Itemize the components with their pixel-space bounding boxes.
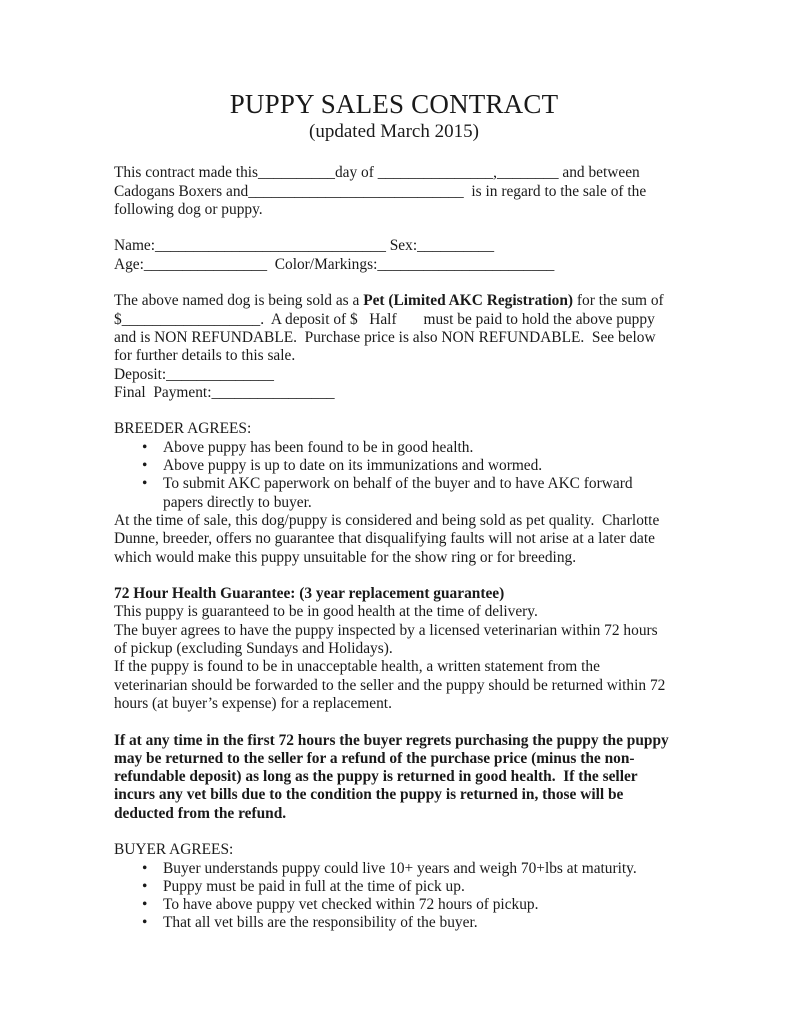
breeder-agrees-heading: BREEDER AGREES: xyxy=(114,420,252,438)
health-guarantee-line-2: The buyer agrees to have the puppy inspected by a licensed veterinarian within 72 hours of pickup (excluding Sundays and Holidays). xyxy=(114,621,662,658)
spacer xyxy=(114,823,674,841)
list-item xyxy=(114,475,674,512)
dog-name-field-line: Name:______________________________ Sex:__________ xyxy=(114,237,495,255)
spacer xyxy=(114,219,674,237)
list-item-label: To have above puppy vet checked within 72 hours of pickup. xyxy=(163,896,539,914)
spacer xyxy=(114,402,674,420)
return-policy-paragraph: If at any time in the first 72 hours the buyer regrets purchasing the puppy the puppy may be returned to the seller for a refund of the purchase price (minus the non-refundable deposit) as long as the puppy is returned in good health. If the seller incurs any vet bills due to the condition the puppy is returned in, those will be deducted from the refund. xyxy=(114,731,673,822)
buyer-agrees-heading: BUYER AGREES: xyxy=(114,841,234,859)
list-item-label: That all vet bills are the responsibility of the buyer. xyxy=(163,914,478,932)
list-item xyxy=(114,878,674,896)
intro-line-3: following dog or puppy. xyxy=(114,200,263,218)
health-guarantee-heading: 72 Hour Health Guarantee: (3 year replacement guarantee) xyxy=(114,585,505,603)
buyer-agrees-list xyxy=(114,860,674,933)
intro-line-2: Cadogans Boxers and____________________________ is in regard to the sale of the xyxy=(114,182,647,200)
sale-terms-line-1 xyxy=(114,292,674,310)
list-item xyxy=(114,860,674,878)
list-item-label: To submit AKC paperwork on behalf of the buyer and to have AKC forward papers directly to buyer. xyxy=(163,475,633,511)
health-guarantee-line-1: This puppy is guaranteed to be in good health at the time of delivery. xyxy=(114,603,538,621)
spacer xyxy=(114,274,674,292)
bullet-icon: • xyxy=(142,475,148,493)
list-item-label: Above puppy is up to date on its immunizations and wormed. xyxy=(163,457,543,475)
bullet-icon: • xyxy=(142,896,148,914)
sale-terms-prefix: The above named dog is being sold as a xyxy=(114,292,364,310)
health-guarantee-line-3: If the puppy is found to be in unacceptable health, a written statement from the veterinarian should be forwarded to the seller and the puppy should be returned within 72 hours (at buyer’s expense) for a replacement. xyxy=(114,658,670,712)
spacer xyxy=(114,713,674,731)
sale-terms-line-2: $__________________. A deposit of $ Half must be paid to hold the above puppy xyxy=(114,310,655,328)
bullet-icon: • xyxy=(142,457,148,475)
list-item xyxy=(114,457,674,475)
page-subtitle: (updated March 2015) xyxy=(309,121,479,142)
bullet-icon: • xyxy=(142,859,148,877)
list-item-label: Buyer understands puppy could live 10+ years and weigh 70+lbs at maturity. xyxy=(163,859,637,877)
document-content xyxy=(114,88,674,933)
dog-age-color-field-line: Age:________________ Color/Markings:_______________________ xyxy=(114,255,555,273)
page-title: PUPPY SALES CONTRACT xyxy=(229,89,559,119)
list-item xyxy=(114,896,674,914)
breeder-agrees-list xyxy=(114,439,674,512)
intro-line-1: This contract made this__________day of _______________,________ and between xyxy=(114,164,640,182)
bullet-icon: • xyxy=(142,877,148,895)
spacer xyxy=(114,567,674,585)
sale-terms-line-4: for further details to this sale. xyxy=(114,347,296,365)
list-item-label: Puppy must be paid in full at the time of pick up. xyxy=(163,877,465,895)
list-item xyxy=(114,439,674,457)
final-payment-field-line: Final Payment:________________ xyxy=(114,383,335,401)
registration-type-emphasis: Pet (Limited AKC Registration) xyxy=(363,292,574,310)
bullet-icon: • xyxy=(142,438,148,456)
list-item xyxy=(114,914,674,932)
bullet-icon: • xyxy=(142,914,148,932)
deposit-field-line: Deposit:______________ xyxy=(114,365,274,383)
sale-terms-line-3: and is NON REFUNDABLE. Purchase price is also NON REFUNDABLE. See below xyxy=(114,328,656,346)
sale-terms-suffix: for the sum of xyxy=(573,292,664,310)
breeder-closing-paragraph: At the time of sale, this dog/puppy is considered and being sold as pet quality. Charlotte Dunne, breeder, offers no guarantee that disqualifying faults will not arise at a later date which would make this puppy unsuitable for the show ring or for breeding. xyxy=(114,511,664,566)
list-item-label: Above puppy has been found to be in good health. xyxy=(163,438,474,456)
spacer xyxy=(114,146,674,164)
